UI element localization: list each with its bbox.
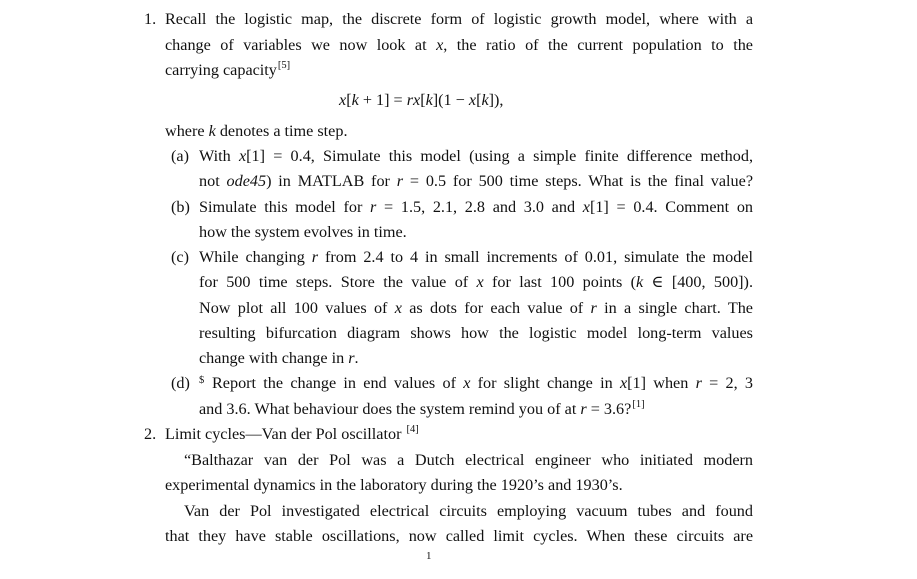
subitem-label-c: (c) [171, 248, 189, 266]
subitem-label-d: (d) [171, 374, 190, 392]
subitem-c-line-2: for 500 time steps. Store the value of x for last 100 points (k ∈ [400, 500]). [199, 273, 753, 291]
subitem-d-line-2: and 3.6. What behaviour does the system remind you of at r = 3.6?[1] [199, 399, 645, 418]
item2-para2-line-2: that they have stable oscillations, now called limit cycles. When these circuits are [165, 527, 753, 545]
dollar-marker: $ [199, 375, 205, 386]
item2-para1-line-1: “Balthazar van der Pol was a Dutch electrical engineer who initiated modern [184, 451, 753, 469]
subitem-b-line-2: how the system evolves in time. [199, 223, 407, 241]
citation-ref: [5] [277, 60, 291, 71]
subitem-d-line-1: Report the change in end values of x for slight change in x[1] when r = 2, 3 [212, 374, 753, 392]
subitem-label-b: (b) [171, 198, 190, 216]
subitem-b-line-1: Simulate this model for r = 1.5, 2.1, 2.8 and 3.0 and x[1] = 0.4. Comment on [199, 198, 754, 216]
item-number-2: 2. [144, 425, 157, 443]
subitem-c-line-3: Now plot all 100 values of x as dots for each value of r in a single chart. The [199, 299, 753, 317]
subitem-a-line-2: not ode45) in MATLAB for r = 0.5 for 500 time steps. What is the final value? [199, 172, 754, 190]
item2-para1-line-2: experimental dynamics in the laboratory during the 1920’s and 1930’s. [165, 476, 623, 494]
item1-line-1: Recall the logistic map, the discrete form of logistic growth model, where with a [165, 10, 753, 28]
item-number-1: 1. [144, 10, 157, 28]
page-number: 1 [426, 550, 432, 562]
subitem-c-line-5: change with change in r. [199, 349, 359, 367]
item2-title: Limit cycles—Van der Pol oscillator [4] [165, 424, 419, 443]
item1-line-2: change of variables we now look at x, the ratio of the current population to the [165, 36, 753, 54]
item1-line-3: carrying capacity[5] [165, 60, 291, 79]
item1-after-equation: where k denotes a time step. [165, 122, 348, 140]
subitem-a-line-1: With x[1] = 0.4, Simulate this model (using a simple finite difference method, [199, 147, 753, 165]
subitem-label-a: (a) [171, 147, 189, 165]
citation-ref: [4] [406, 424, 419, 435]
subitem-c-line-1: While changing r from 2.4 to 4 in small increments of 0.01, simulate the model [199, 248, 753, 266]
logistic-equation: x[k + 1] = rx[k](1 − x[k]), [339, 91, 504, 109]
citation-ref: [1] [632, 399, 645, 410]
item2-para2-line-1: Van der Pol investigated electrical circuits employing vacuum tubes and found [184, 502, 753, 520]
subitem-c-line-4: resulting bifurcation diagram shows how the logistic model long-term values [199, 324, 753, 342]
